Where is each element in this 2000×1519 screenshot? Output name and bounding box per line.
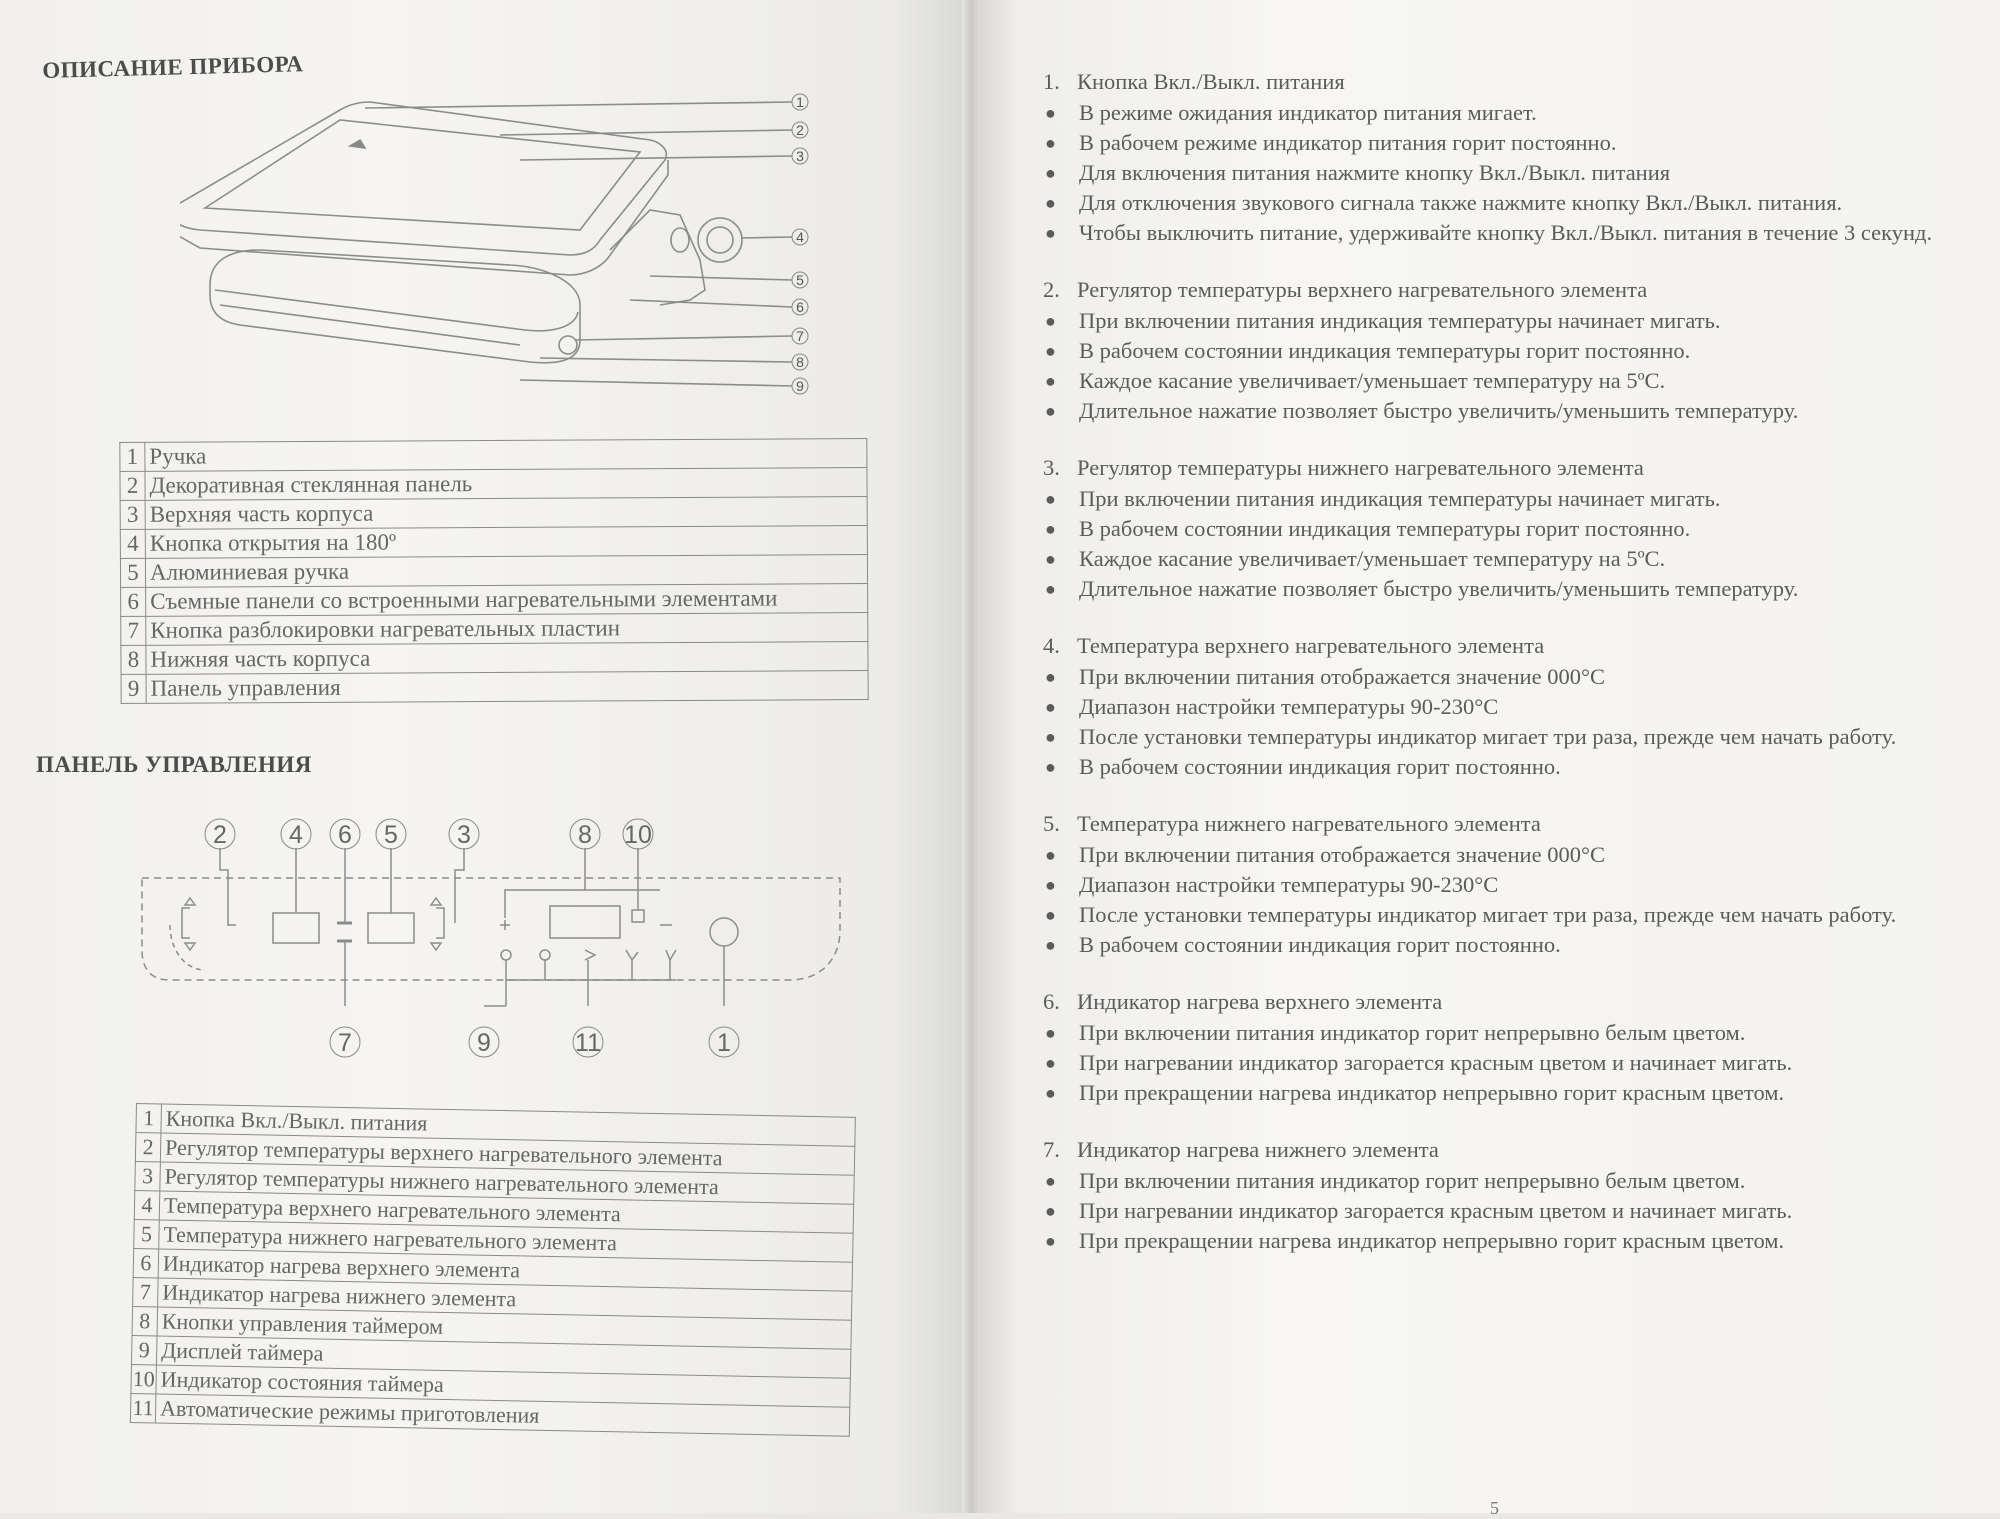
list-item: ● Каждое касание увеличивает/уменьшает температуру на 5ºС. — [1045, 368, 1666, 393]
table-row: 2 Декоративная стеклянная панель — [120, 468, 867, 501]
svg-text:2: 2 — [796, 122, 804, 138]
section-number: 4. — [1043, 633, 1060, 658]
section-title: Кнопка Вкл./Выкл. питания — [1077, 69, 1345, 94]
table-row: 9 Дисплей таймера — [131, 1335, 850, 1378]
table-row: 2 Регулятор температуры верхнего нагревательного элемента — [135, 1133, 854, 1176]
page-number: 5 — [1490, 1498, 1499, 1518]
section-2 — [1043, 274, 1963, 426]
list-item: ● После установки температуры индикатор мигает три раза, прежде чем начать работу. — [1045, 902, 1897, 927]
section-number: 3. — [1043, 455, 1060, 480]
callout-1 — [792, 94, 808, 110]
section-5 — [1043, 808, 1963, 960]
svg-text:11: 11 — [575, 1029, 601, 1057]
svg-text:4: 4 — [289, 821, 303, 849]
callout-2 — [792, 122, 808, 138]
table-row: 8 Кнопки управления таймером — [132, 1306, 851, 1349]
callout-9 — [792, 378, 808, 394]
list-item: ● В рабочем режиме индикатор питания горит постоянно. — [1045, 130, 1617, 155]
panel-callout-9 — [469, 1027, 499, 1057]
list-item: ● При нагревании индикатор загорается красным цветом и начинает мигать. — [1045, 1050, 1793, 1075]
list-item: ● Диапазон настройки температуры 90-230°C — [1045, 872, 1499, 897]
callout-7 — [792, 328, 808, 344]
list-item: ● При прекращении нагрева индикатор непрерывно горит красным цветом. — [1045, 1228, 1785, 1253]
section-number: 6. — [1043, 989, 1060, 1014]
list-item: ● В рабочем состоянии индикация горит постоянно. — [1045, 932, 1561, 957]
list-item: ● В рабочем состоянии индикация горит постоянно. — [1045, 754, 1561, 779]
table-row: 11 Автоматические режимы приготовления — [130, 1393, 849, 1436]
list-item: ● В режиме ожидания индикатор питания мигает. — [1045, 100, 1537, 125]
section-3 — [1043, 452, 1963, 604]
svg-text:1: 1 — [717, 1029, 731, 1057]
list-item: ● При включении питания отображается значение 000°C — [1045, 842, 1605, 867]
svg-text:10: 10 — [624, 821, 652, 849]
table-row: 7 Кнопка разблокировки нагревательных пластин — [121, 613, 868, 646]
list-item: ● При прекращении нагрева индикатор непрерывно горит красным цветом. — [1045, 1080, 1785, 1105]
panel-callout-1 — [709, 1027, 739, 1057]
svg-text:3: 3 — [796, 148, 804, 164]
callout-5 — [792, 272, 808, 288]
panel-callout-4 — [281, 819, 311, 849]
section-title: Регулятор температуры верхнего нагревательного элемента — [1077, 277, 1648, 302]
section-number: 1. — [1043, 69, 1060, 94]
svg-text:8: 8 — [578, 821, 592, 849]
panel-callout-6 — [330, 819, 360, 849]
svg-text:5: 5 — [796, 272, 804, 288]
list-item: ● При включении питания отображается значение 000°C — [1045, 664, 1605, 689]
svg-text:9: 9 — [477, 1029, 491, 1057]
list-item: ● При включении питания индикатор горит непрерывно белым цветом. — [1045, 1168, 1746, 1193]
heading-control-panel: ПАНЕЛЬ УПРАВЛЕНИЯ — [36, 752, 312, 777]
table-row: 8 Нижняя часть корпуса — [121, 642, 868, 675]
svg-text:2: 2 — [213, 821, 227, 849]
list-item: ● Длительное нажатие позволяет быстро увеличить/уменьшить температуру. — [1045, 398, 1799, 423]
callout-8 — [792, 354, 808, 370]
section-title: Температура верхнего нагревательного элемента — [1077, 633, 1545, 658]
table-row: 7 Индикатор нагрева нижнего элемента — [133, 1277, 852, 1320]
list-item: ● Длительное нажатие позволяет быстро увеличить/уменьшить температуру. — [1045, 576, 1799, 601]
svg-text:3: 3 — [457, 821, 471, 849]
list-item: ● Чтобы выключить питание, удерживайте кнопку Вкл./Выкл. питания в течение 3 секунд. — [1045, 220, 1933, 245]
list-item: ● В рабочем состоянии индикация температуры горит постоянно. — [1045, 516, 1691, 541]
callout-4 — [792, 229, 808, 245]
control-panel-diagram — [130, 810, 850, 1070]
svg-text:7: 7 — [796, 328, 804, 344]
svg-text:4: 4 — [796, 229, 804, 245]
svg-text:8: 8 — [796, 354, 804, 370]
table-row: 9 Панель управления — [121, 671, 868, 704]
section-title: Индикатор нагрева нижнего элемента — [1077, 1137, 1439, 1162]
section-6 — [1043, 986, 1963, 1108]
callout-6 — [792, 299, 808, 315]
heading-device-description: ОПИСАНИЕ ПРИБОРА — [42, 51, 304, 83]
list-item: ● После установки температуры индикатор мигает три раза, прежде чем начать работу. — [1045, 724, 1897, 749]
section-number: 5. — [1043, 811, 1060, 836]
device-parts-table — [119, 438, 868, 704]
section-4 — [1043, 630, 1963, 782]
panel-callout-3 — [449, 819, 479, 849]
table-row: 6 Индикатор нагрева верхнего элемента — [133, 1248, 852, 1291]
list-item: ● Для включения питания нажмите кнопку Вкл./Выкл. питания — [1045, 160, 1671, 185]
section-title: Регулятор температуры нижнего нагревательного элемента — [1077, 455, 1644, 480]
section-title: Индикатор нагрева верхнего элемента — [1077, 989, 1443, 1014]
list-item: ● При включении питания индикация температуры начинает мигать. — [1045, 486, 1721, 511]
table-row: 10 Индикатор состояния таймера — [131, 1364, 850, 1407]
table-row: 4 Температура верхнего нагревательного элемента — [134, 1190, 853, 1233]
table-row: 3 Верхняя часть корпуса — [120, 497, 867, 530]
book-gutter — [962, 0, 980, 1513]
panel-callout-7 — [330, 1027, 360, 1057]
instructions-column — [1043, 66, 1963, 1282]
list-item: ● Каждое касание увеличивает/уменьшает температуру на 5ºС. — [1045, 546, 1666, 571]
table-row: 3 Регулятор температуры нижнего нагревательного элемента — [135, 1161, 854, 1204]
table-row: 1 Кнопка Вкл./Выкл. питания — [136, 1104, 855, 1147]
list-item: ● При нагревании индикатор загорается красным цветом и начинает мигать. — [1045, 1198, 1793, 1223]
device-illustration — [180, 90, 820, 430]
section-number: 2. — [1043, 277, 1060, 302]
list-item: ● Для отключения звукового сигнала также нажмите кнопку Вкл./Выкл. питания. — [1045, 190, 1843, 215]
list-item: ● При включении питания индикация температуры начинает мигать. — [1045, 308, 1721, 333]
section-1 — [1043, 66, 1963, 248]
table-row: 5 Алюминиевая ручка — [120, 555, 867, 588]
callout-3 — [792, 148, 808, 164]
table-row: 6 Съемные панели со встроенными нагревательными элементами — [121, 584, 868, 617]
svg-text:9: 9 — [796, 378, 804, 394]
panel-callout-10 — [623, 819, 653, 849]
svg-text:7: 7 — [338, 1029, 352, 1057]
list-item: ● При включении питания индикатор горит непрерывно белым цветом. — [1045, 1020, 1746, 1045]
table-row: 5 Температура нижнего нагревательного элемента — [134, 1219, 853, 1262]
svg-text:5: 5 — [384, 821, 398, 849]
list-item: ● Диапазон настройки температуры 90-230°C — [1045, 694, 1499, 719]
panel-callout-11 — [573, 1027, 603, 1057]
section-number: 7. — [1043, 1137, 1060, 1162]
section-7 — [1043, 1134, 1963, 1256]
svg-text:6: 6 — [338, 821, 352, 849]
list-item: ● В рабочем состоянии индикация температуры горит постоянно. — [1045, 338, 1691, 363]
control-panel-parts-table — [130, 1103, 856, 1437]
table-row: 4 Кнопка открытия на 180º — [120, 526, 867, 559]
panel-callout-8 — [570, 819, 600, 849]
panel-callout-5 — [376, 819, 406, 849]
svg-text:6: 6 — [796, 299, 804, 315]
panel-callout-2 — [205, 819, 235, 849]
table-row: 1 Ручка — [120, 439, 867, 472]
svg-text:1: 1 — [796, 94, 804, 110]
section-title: Температура нижнего нагревательного элемента — [1077, 811, 1541, 836]
